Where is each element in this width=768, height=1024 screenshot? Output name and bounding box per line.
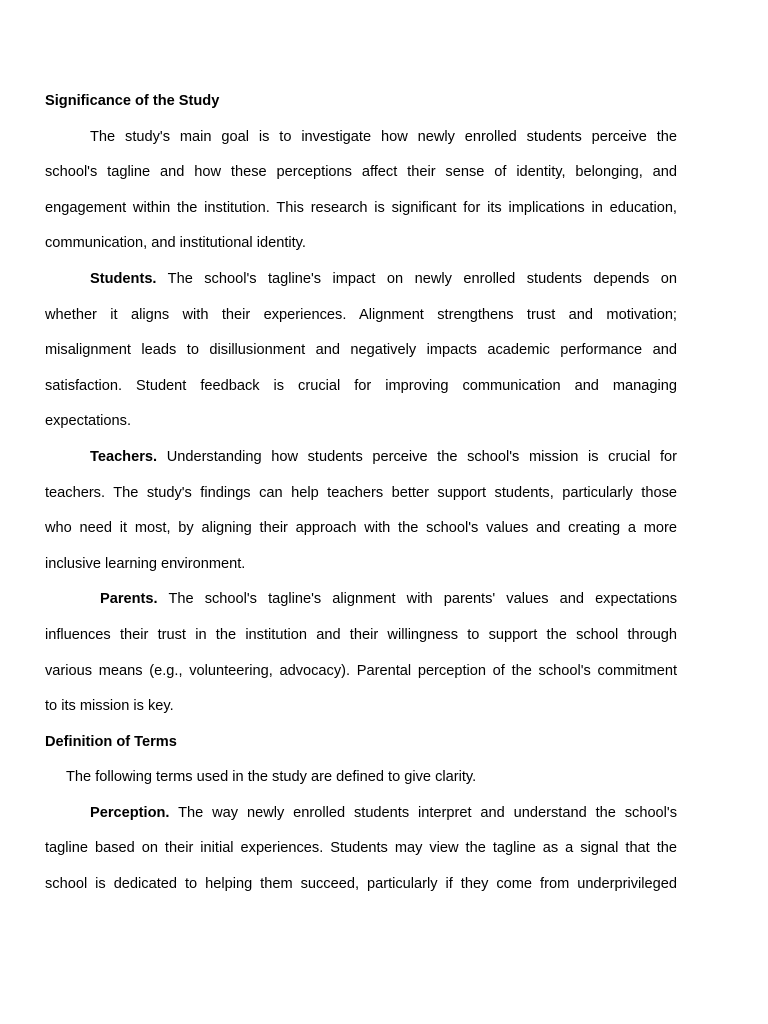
paragraph-line: teachers. The study's findings can help teachers better support students, particularly those bbox=[45, 484, 677, 501]
paragraph-line: The following terms used in the study are defined to give clarity. bbox=[66, 769, 477, 786]
paragraph-line: tagline based on their initial experiences. Students may view the tagline as a signal that the bbox=[45, 840, 677, 857]
paragraph-line: school's tagline and how these perceptions affect their sense of identity, belonging, and bbox=[45, 164, 677, 181]
paragraph-line-perception bbox=[45, 796, 677, 832]
paragraph-line: satisfaction. Student feedback is crucial for improving communication and managing bbox=[45, 377, 677, 394]
paragraph-line: influences their trust in the institution and their willingness to support the school through bbox=[45, 626, 677, 643]
section-heading-significance: Significance of the Study bbox=[45, 93, 220, 109]
paragraph-line: misalignment leads to disillusionment and negatively impacts academic performance and bbox=[45, 342, 677, 359]
section-heading-definitions: Definition of Terms bbox=[45, 733, 177, 750]
paragraph-line: expectations. bbox=[45, 413, 131, 430]
paragraph-line-students bbox=[45, 262, 677, 298]
paragraph-line-teachers bbox=[45, 440, 677, 476]
paragraph-line: who need it most, by aligning their approach with the school's values and creating a more bbox=[45, 520, 677, 537]
paragraph-line: inclusive learning environment. bbox=[45, 555, 246, 572]
term-students: Students. bbox=[90, 270, 157, 287]
paragraph-line: whether it aligns with their experiences. Alignment strengthens trust and motivation; bbox=[45, 306, 677, 323]
paragraph-line: various means (e.g., volunteering, advocacy). Parental perception of the school's commitment bbox=[45, 662, 677, 679]
paragraph-text: Understanding how students perceive the school's mission is crucial for bbox=[166, 448, 678, 465]
paragraph-line-parents bbox=[45, 582, 677, 618]
paragraph-text: The way newly enrolled students interpret and understand the school's bbox=[178, 804, 677, 821]
term-parents: Parents. bbox=[100, 591, 158, 608]
term-teachers: Teachers. bbox=[90, 448, 158, 465]
paragraph-text: The school's tagline's alignment with parents' values and expectations bbox=[168, 591, 678, 608]
paragraph-line: to its mission is key. bbox=[45, 698, 174, 715]
paragraph-line: The study's main goal is to investigate how newly enrolled students perceive the bbox=[90, 128, 677, 145]
document-page bbox=[45, 84, 677, 903]
paragraph-line: engagement within the institution. This research is significant for its implications in education, bbox=[45, 199, 677, 216]
term-perception: Perception. bbox=[90, 804, 170, 821]
paragraph-line: communication, and institutional identity. bbox=[45, 235, 306, 252]
paragraph-line: school is dedicated to helping them succeed, particularly if they come from underprivileged bbox=[45, 876, 677, 893]
paragraph-text: The school's tagline's impact on newly enrolled students depends on bbox=[167, 270, 678, 287]
